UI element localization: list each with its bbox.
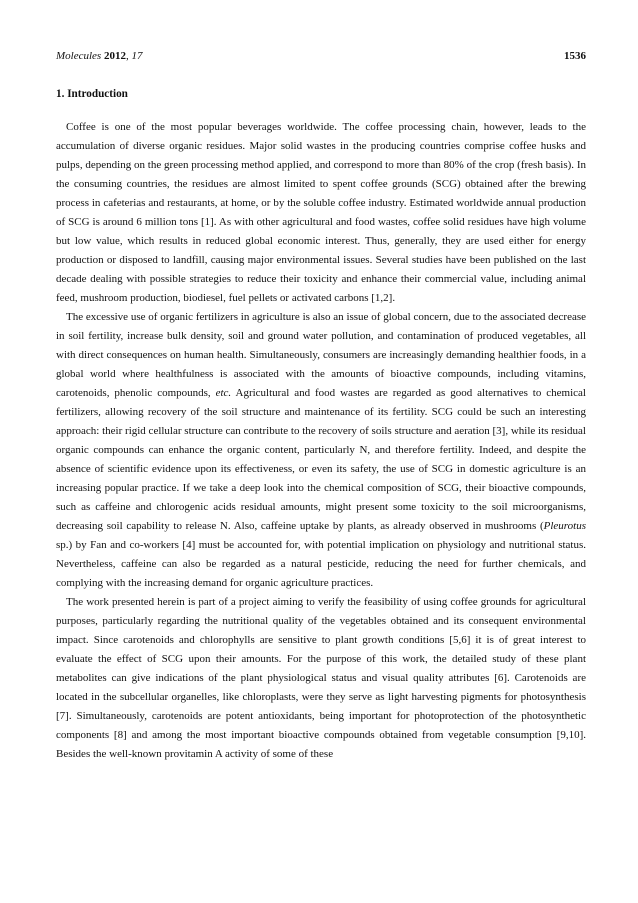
- journal-name: Molecules: [56, 50, 102, 62]
- journal-volume: 17: [131, 50, 143, 62]
- body-text: [56, 118, 586, 764]
- journal-citation: Molecules 2012, 17: [56, 50, 143, 62]
- page-number: 1536: [564, 50, 586, 62]
- paragraph-1: Coffee is one of the most popular beverages worldwide. The coffee processing chain, however, leads to the accumulation of diverse organic residues. Major solid wastes in the producing countries comprise coffee husks and pulps, depending on the green processing method applied, and correspond to more than 80% of the crop (fresh basis). In the consuming countries, the residues are almost limited to spent coffee grounds (SCG) obtained after the brewing process in cafeterias and restaurants, at home, or by the soluble coffee industry. Estimated worldwide annual production of SCG is around 6 million tons [1]. As with other agricultural and food wastes, coffee solid residues have high volume but low value, which results in reduced global economic interest. Thus, generally, they are used either for energy production or disposed to landfill, causing major environmental issues. Several studies have been published on the last decade dealing with possible strategies to reduce their toxicity and enhance their commercial value, including animal feed, mushroom production, biodiesel, fuel pellets or activated carbons [1,2].: [56, 121, 586, 304]
- paragraph-3: The work presented herein is part of a project aiming to verify the feasibility of using coffee grounds for agricultural purposes, particularly regarding the nutritional quality of the vegetables obtained and its consequent environmental impact. Since carotenoids and chlorophylls are sensitive to plant growth conditions [5,6] it is of great interest to evaluate the effect of SCG upon their amounts. For the purpose of this work, the detailed study of these plant metabolites can give indications of the plant physiological status and visual quality attributes [6]. Carotenoids are located in the subcellular organelles, like chloroplasts, were they serve as light harvesting pigments for photosynthesis [7]. Simultaneously, carotenoids are potent antioxidants, being important for photoprotection of the photosynthetic components [8] and among the most important bioactive compounds obtained from vegetable consumption [9,10]. Besides the well-known provitamin A activity of some of these: [56, 596, 586, 760]
- journal-year: 2012: [103, 50, 126, 62]
- paragraph-2: The excessive use of organic fertilizers in agriculture is also an issue of global concern, due to the associated decrease in soil fertility, increase bulk density, soil and ground water pollution, and contamination of produced vegetables, all with direct consequences on human health. Simultaneously, consumers are increasingly demanding healthier foods, in a global world where healthfulness is associated with the amounts of bioactive compounds, including vitamins, carotenoids, phenolic compounds, etc. Agricultural and food wastes are regarded as good alternatives to chemical fertilizers, allowing recovery of the soil structure and maintenance of its fertility. SCG could be such an interesting approach: their rigid cellular structure can contribute to the recovery of soils structure and aeration [3], while its residual organic compounds can enhance the organic content, particularly N, and therefore fertility. Indeed, and despite the absence of scientific evidence upon its effectiveness, or even its safety, the use of SCG in domestic agriculture is an increasing popular practice. If we take a deep look into the chemical composition of SCG, their bioactive compounds, such as caffeine and chlorogenic acids residual amounts, might present some toxicity to the soil microorganisms, decreasing soil capability to release N. Also, caffeine uptake by plants, as already observed in mushrooms (Pleurotus sp.) by Fan and co-workers [4] must be accounted for, with potential implication on physiology and nutritional status. Nevertheless, caffeine can also be regarded as a natural pesticide, reducing the need for further chemicals, and complying with the increasing demand for organic agriculture practices.: [56, 311, 586, 589]
- section-heading: 1. Introduction: [56, 88, 128, 100]
- running-header: [56, 50, 586, 66]
